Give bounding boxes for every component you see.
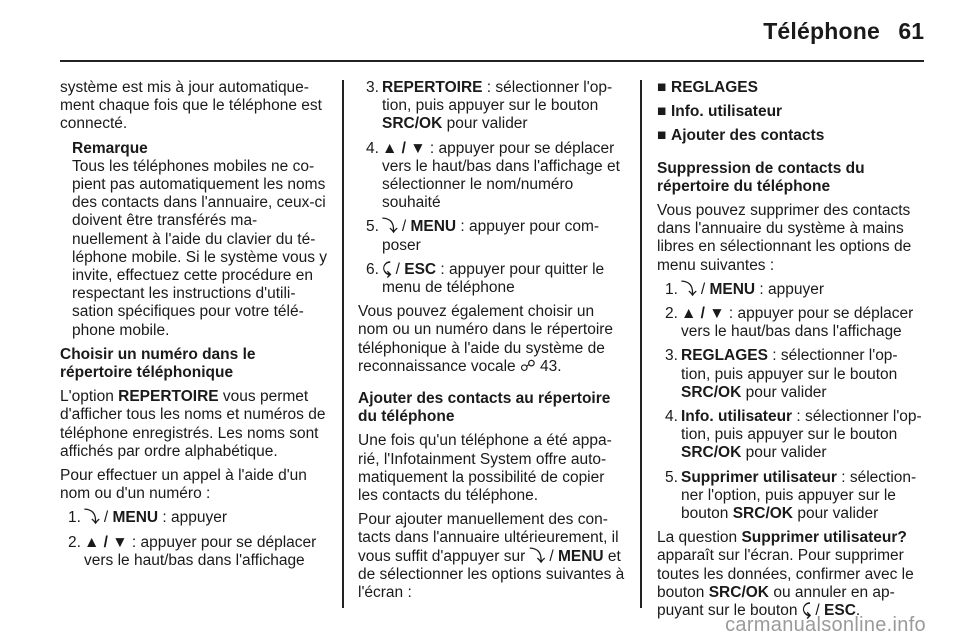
call-icon: ⤵ (84, 509, 100, 527)
list-item: 6. ⤹ / ESC : appuyer pour quitter le menu de téléphone (366, 260, 605, 297)
page-reference-icon: ☍ (520, 357, 536, 375)
key-label: SRC/OK (708, 583, 770, 601)
key-label: REGLAGES (681, 347, 768, 365)
section-heading: Suppression de contacts du répertoire du téléphone (657, 159, 865, 195)
paragraph: La question Supprimer utilisateur? apparaît sur l'écran. Pour supprimer toutes les données, confirmer avec le bouton SRC/OK ou annuler en ap-puyant sur le bouton ⤹ / ESC. (657, 529, 914, 620)
option-name: REPERTOIRE (118, 388, 219, 406)
key-label: ESC (404, 260, 437, 278)
call-icon: ⤵ (681, 280, 697, 298)
key-label: SRC/OK (732, 505, 794, 523)
watermark: carmanualsonline.info (725, 614, 926, 636)
page-number: 61 (898, 18, 924, 44)
column-3 (657, 79, 925, 626)
key-label: ESC (824, 602, 856, 620)
key-label: Info. utilisateur (681, 408, 793, 426)
key-label: REPERTOIRE (382, 79, 483, 96)
list-item: ■ Info. utilisateur (657, 103, 783, 121)
bullet-icon: ■ (657, 103, 667, 121)
list-item: 3. REPERTOIRE : sélectionner l'op-tion, puis appuyer sur le bouton SRC/OK pour valider (366, 79, 613, 133)
steps-list (358, 79, 626, 297)
key-label: Supprimer utilisateur (681, 468, 837, 486)
key-label: MENU (410, 218, 457, 236)
hang-up-icon: ⤹ (801, 602, 812, 620)
list-item: 1. ⤵ / MENU : appuyer (68, 509, 228, 527)
list-item: 3. REGLAGES : sélectionner l'op-tion, puis appuyer sur le bouton SRC/OK pour valider (665, 347, 898, 401)
key-label: SRC/OK (382, 115, 443, 133)
key-label: SRC/OK (681, 383, 742, 401)
column-2 (358, 79, 626, 608)
column-1 (60, 79, 328, 576)
paragraph: Pour effectuer un appel à l'aide d'un nom ou d'un numéro : (60, 467, 307, 503)
hang-up-icon: ⤹ (382, 260, 392, 278)
paragraph: système est mis à jour automatique-ment chaque fois que le téléphone est connecté. (60, 79, 322, 133)
note-text: Tous les téléphones mobiles ne co-pient pas automatiquement les noms des contacts dans l'annuaire, ceux-ci doivent être transférés ma-nuellement à l'aide du clavier du té-léphone mobile. Si le système vous y invite, effectuez cette procédure en respectant les instructions d'utili-sation spécifiques pour votre télé-phone mobile. (72, 157, 328, 339)
arrow-up-down-icon: ▲ / ▼ (681, 305, 725, 323)
paragraph: Une fois qu'un téléphone a été appa-rié, l'Infotainment System offre auto-matiquement la possibilité de copier les contacts du téléphone. (358, 432, 612, 505)
column-divider-1 (342, 80, 344, 608)
key-label: MENU (112, 509, 159, 527)
note-title: Remarque (72, 139, 148, 157)
list-item: 5. Supprimer utilisateur : sélection-ner l'option, puis appuyer sur le bouton SRC/OK pour valider (665, 468, 917, 523)
call-icon: ⤵ (382, 218, 398, 236)
arrow-up-down-icon: ▲ / ▼ (382, 139, 426, 157)
paragraph: L'option REPERTOIRE vous permet d'afficher tous les noms et numéros de téléphone enregistrés. Les noms sont affichés par ordre alphabétique. (60, 388, 326, 460)
list-item: 5. ⤵ / MENU : appuyer pour com-poser (366, 218, 600, 254)
page-header (0, 0, 960, 60)
section-heading: Choisir un numéro dans le répertoire téléphonique (60, 345, 256, 382)
key-label: MENU (709, 280, 756, 298)
list-item: 2. ▲ / ▼ : appuyer pour se déplacer vers le haut/bas dans l'affichage (665, 305, 914, 341)
header-rule (60, 60, 924, 62)
bullet-icon: ■ (657, 127, 667, 145)
list-item: 4. ▲ / ▼ : appuyer pour se déplacer vers le haut/bas dans l'affichage et sélectionner le nom/numéro souhaité (366, 139, 620, 212)
column-divider-2 (640, 80, 642, 608)
list-item: ■ REGLAGES (657, 79, 758, 96)
key-label: MENU (557, 547, 604, 565)
steps-list (60, 509, 328, 570)
call-icon: ⤵ (529, 547, 546, 565)
bullet-list (657, 79, 925, 146)
section-heading: Ajouter des contacts au répertoire du téléphone (358, 390, 611, 426)
arrow-up-down-icon: ▲ / ▼ (84, 533, 128, 551)
bullet-icon: ■ (657, 79, 667, 96)
list-item: ■ Ajouter des contacts (657, 127, 825, 145)
list-item: 1. ⤵ / MENU : appuyer (665, 280, 825, 298)
paragraph: Vous pouvez également choisir un nom ou un numéro dans le répertoire téléphonique à l'aide du système de reconnaissance vocale ☍ 43. (358, 303, 614, 375)
paragraph: Pour ajouter manuellement des con-tacts dans l'annuaire ultérieurement, il vous suffit d'appuyer sur ⤵ / MENU et de sélectionner les options suivantes à l'écran : (358, 511, 625, 602)
list-item: 2. ▲ / ▼ : appuyer pour se déplacer vers le haut/bas dans l'affichage (68, 533, 317, 569)
prompt-text: Supprimer utilisateur? (741, 529, 907, 547)
page-title: Téléphone (763, 18, 880, 44)
key-label: SRC/OK (681, 444, 742, 462)
steps-list (657, 281, 925, 523)
note-box (72, 140, 328, 340)
list-item: 4. Info. utilisateur : sélectionner l'op-tion, puis appuyer sur le bouton SRC/OK pour valider (665, 408, 922, 462)
paragraph: Vous pouvez supprimer des contacts dans l'annuaire du système à mains libres en sélectionnant les options de menu suivantes : (657, 202, 912, 274)
